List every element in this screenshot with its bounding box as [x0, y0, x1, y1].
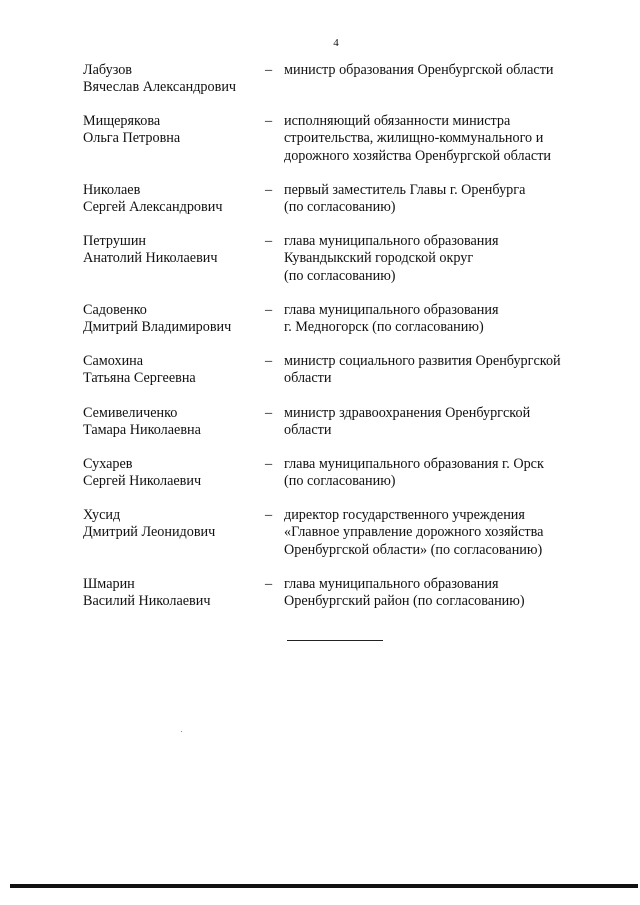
member-given-names: Сергей Александрович [83, 199, 223, 216]
member-given-names: Ольга Петровна [83, 130, 181, 147]
closing-rule [287, 640, 383, 641]
member-name [83, 507, 263, 542]
position-line: «Главное управление дорожного хозяйства [284, 524, 544, 541]
member-name [83, 113, 263, 148]
separator-dash: – [265, 456, 273, 472]
member-surname: Сухарев [83, 456, 133, 472]
position-line: министр здравоохранения Оренбургской [284, 405, 531, 421]
member-surname: Петрушин [83, 233, 147, 249]
position-line: дорожного хозяйства Оренбургской области [284, 147, 552, 164]
member-position [284, 182, 584, 217]
member-position [284, 113, 584, 165]
position-line: глава муниципального образования г. Орск [284, 456, 544, 472]
page-number: 4 [333, 37, 339, 49]
position-line: (по согласованию) [284, 267, 396, 284]
separator-dash: – [265, 233, 273, 249]
position-line: глава муниципального образования [284, 576, 499, 592]
member-given-names: Вячеслав Александрович [83, 79, 237, 96]
member-name [83, 353, 263, 388]
member-given-names: Сергей Николаевич [83, 473, 202, 490]
member-given-names: Анатолий Николаевич [83, 250, 218, 267]
member-surname: Семивеличенко [83, 405, 178, 421]
member-given-names: Дмитрий Владимирович [83, 319, 232, 336]
member-name [83, 233, 263, 268]
position-line: глава муниципального образования [284, 233, 499, 249]
separator-dash: – [265, 507, 273, 523]
separator-dash: – [265, 113, 273, 129]
member-name [83, 62, 263, 97]
position-line: министр образования Оренбургской области [284, 62, 554, 78]
position-line: области [284, 422, 332, 439]
position-line: директор государственного учреждения [284, 507, 525, 523]
separator-dash: – [265, 576, 273, 592]
position-line: Оренбургской области» (по согласованию) [284, 541, 543, 558]
position-line: Кувандыкский городской округ [284, 250, 474, 267]
position-line: министр социального развития Оренбургской [284, 353, 561, 369]
position-line: строительства, жилищно-коммунального и [284, 130, 544, 147]
position-line: (по согласованию) [284, 199, 396, 216]
member-given-names: Татьяна Сергеевна [83, 370, 196, 387]
member-given-names: Василий Николаевич [83, 593, 211, 610]
position-line: первый заместитель Главы г. Оренбурга [284, 182, 526, 198]
member-position [284, 456, 584, 491]
position-line: исполняющий обязанности министра [284, 113, 511, 129]
member-surname: Самохина [83, 353, 144, 369]
separator-dash: – [265, 182, 273, 198]
separator-dash: – [265, 353, 273, 369]
member-name [83, 182, 263, 217]
member-name [83, 576, 263, 611]
member-given-names: Тамара Николаевна [83, 422, 201, 439]
member-position [284, 405, 584, 440]
member-position [284, 302, 584, 337]
member-surname: Садовенко [83, 302, 147, 318]
member-surname: Шмарин [83, 576, 135, 592]
member-surname: Хусид [83, 507, 121, 523]
member-surname: Николаев [83, 182, 141, 198]
scan-edge-bar [10, 884, 638, 888]
position-line: Оренбургский район (по согласованию) [284, 593, 525, 610]
member-name [83, 456, 263, 491]
member-position [284, 353, 584, 388]
position-line: (по согласованию) [284, 473, 396, 490]
member-position [284, 233, 584, 285]
position-line: г. Медногорск (по согласованию) [284, 319, 484, 336]
member-surname: Мищерякова [83, 113, 161, 129]
member-name [83, 405, 263, 440]
separator-dash: – [265, 302, 273, 318]
member-given-names: Дмитрий Леонидович [83, 524, 216, 541]
position-line: глава муниципального образования [284, 302, 499, 318]
position-line: области [284, 370, 332, 387]
separator-dash: – [265, 405, 273, 421]
member-surname: Лабузов [83, 62, 133, 78]
member-position [284, 576, 584, 611]
member-name [83, 302, 263, 337]
member-position [284, 507, 584, 559]
member-position [284, 62, 584, 79]
separator-dash: – [265, 62, 273, 78]
scan-speck [181, 731, 182, 732]
